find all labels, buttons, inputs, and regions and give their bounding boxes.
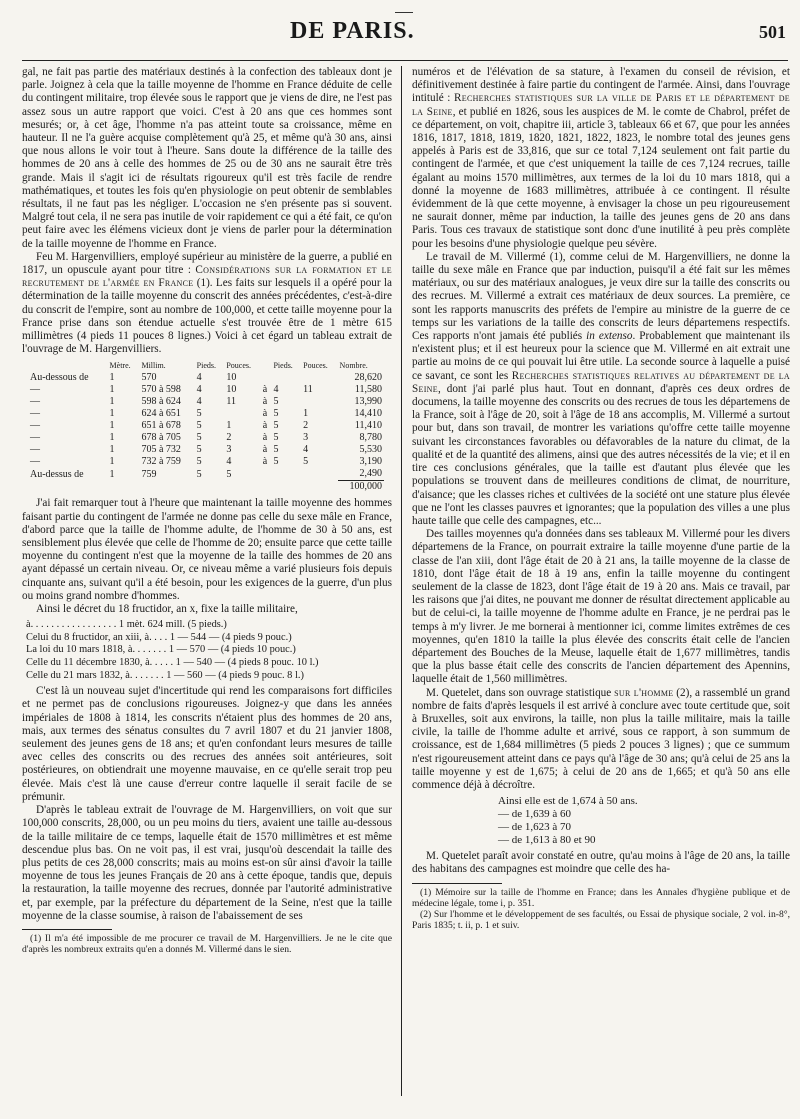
table-cell: 1	[109, 432, 115, 444]
decree-line: Celle du 11 décembre 1830, à. . . . . 1 — 540 — (4 pieds 8 pouc. 10 l.)	[26, 657, 319, 669]
footnote-rule	[22, 929, 112, 930]
average-line: — de 1,613 à 80 et 90	[498, 834, 596, 847]
table-cell: 705 à 732	[141, 444, 181, 456]
average-line: — de 1,623 à 70	[498, 821, 572, 834]
cited-title: Recherches statistiques relatives au département de la Seine	[412, 369, 790, 395]
table-cell: 570	[141, 372, 157, 384]
footnote: (1) Il m'a été impossible de me procurer ce travail de M. Hargenvilliers. Je ne le cite que d'après les nombreux extraits qu'en a donnés M. Villermé dans le sien.	[22, 932, 392, 956]
paragraph: gal, ne fait pas partie des matériaux destinés à la confection des tableaux dont je parle. Joignez à cela que la taille moyenne de l'homme en France déduite de celle du contingent militaire, trop élevée sous le rapport que je viens de dire, ne l'est pas assez sous un autre rapport que voici. C'est à 20 ans que ces hommes sont mesurés; or, à cet âge, l'homme n'a pas atteint toute sa croissance, même en hauteur. Il ne l'a guère acquise complètement qu'à 25, et même qu'à 30 ans, ainsi que nous allons le voir tout à l'heure. Sans doute la différence de la taille des hommes de 20 ans à celle des hommes de 25 ou de 30 ans ne saurait être très grande. Mais il s'agit ici de résultats rigoureux qu'il est très facile de rendre mathématiques, et toutes les fois qu'en physiologie on peut obtenir de semblables résultats, il ne faut pas les négliger. L'occasion ne s'en présente pas si souvent. Malgré tout cela, il ne sera pas inutile de voir rapidement ce qui a été fait, ce qu'on peut faire avec les élémens vicieux dont je viens de parler pour la détermination de la taille moyenne de l'homme en France.	[22, 66, 392, 250]
table-cell: à	[262, 456, 268, 468]
table-row	[28, 456, 384, 468]
table-cell: 1	[109, 396, 115, 408]
table-cell: 5	[273, 420, 279, 432]
page-number: 501	[759, 22, 786, 42]
column-divider	[401, 66, 402, 1096]
table-cell	[301, 396, 337, 408]
table-cell: à	[262, 408, 268, 420]
table-header: Pieds.	[273, 361, 293, 371]
header-rule	[22, 60, 788, 61]
table-cell	[271, 468, 301, 481]
page-header	[0, 12, 800, 52]
table-cell: 3	[226, 444, 232, 456]
table-cell: 10	[226, 384, 237, 396]
table-cell: à	[262, 444, 268, 456]
table-cell: à	[262, 384, 268, 396]
table-cell: 1	[303, 408, 309, 420]
paragraph: M. Quetelet paraît avoir constaté en outre, qu'au moins à l'âge de 20 ans, la taille des habitans des campagnes est moindre que celle des ha-	[412, 850, 790, 876]
paragraph: numéros et de l'élévation de sa stature, à l'examen du conseil de révision, et définitivement destinée à faire partie du contingent de l'armée. Ainsi, dans l'ouvrage intitulé : Recherches statistiques sur la ville de Paris et le département de la Seine, et publié en 1826, sous les auspices de M. le comte de Chabrol, préfet de ce département, on voit, chapitre iii, article 3, tableaux 66 et 67, que pour les années 1816, 1817, 1818, 1819, 1820, 1821, 1822, 1823, le nombre total des jeunes gens appelés à Paris est de 33,816, que sur ce total 7,124 seulement ont fait partie du contingent de l'armée, et que c'est uniquement la taille de ces 7,124 recrues, taille égalant au moins 1570 millimètres, aux termes de la loi du 10 mars 1818, qui a donné la moyenne de 1683 millimètres, attribuée à ce contingent. Il résulte évidemment de là que cette moyenne, à envisager la chose un peu rigoureusement ne saurait donner, même par induction, la taille des jeunes gens de 20 ans dans Paris. Tous ces travaux de statistique sont donc d'une inutilité à peu près complète pour les besoins d'une physiologie quelque peu sévère.	[412, 66, 790, 250]
table-cell	[301, 468, 337, 481]
paragraph: D'après le tableau extrait de l'ouvrage de M. Hargenvilliers, on voit que sur 100,000 conscrits, 28,000, ou un peu moins du tiers, avaient une taille au-dessous de la taille militaire de ce temps, laquelle était de 1570 millimètres et est même descendue plus bas. On ne voit pas, il est vrai, jusqu'où descendait la taille des plus petits de ces 28,000 conscrits; mais au moins est-on sûr ainsi d'avoir la taille moyenne de tous les jeunes Français de 20 ans à cette époque, tandis que, depuis la restauration, la taille moyenne des recrues, donnée par l'autorité administrative et, par exemple, par la préfecture du département de la Seine, n'est que la taille moyenne de la classe soumise, à raison de l'abaissement de ses	[22, 804, 392, 922]
table-cell: 5,530	[359, 444, 382, 456]
footnote-rule	[412, 883, 502, 884]
table-cell: 10	[226, 372, 237, 384]
decree-line: à. . . . . . . . . . . . . . . . . 1 mèt. 624 mill. (5 pieds.)	[26, 619, 227, 631]
table-cell: 1	[109, 384, 115, 396]
table-cell: 4	[226, 456, 232, 468]
table-cell: 651 à 678	[141, 420, 181, 432]
table-cell	[261, 468, 272, 481]
table-cell: 1	[109, 420, 115, 432]
table-header: Pouces.	[226, 361, 251, 371]
table-cell: 13,990	[354, 396, 382, 408]
table-cell: 5	[273, 396, 279, 408]
table-header: Millim.	[141, 361, 166, 371]
table-header: Pouces.	[303, 361, 328, 371]
table-cell: 4	[196, 384, 202, 396]
paragraph: Feu M. Hargenvilliers, employé supérieur au ministère de la guerre, a publié en 1817, un opuscule ayant pour titre : Considérations sur la formation et le recrutement de l'armée en France (1). Les faits sur lesquels il a opéré pour la détermination de la taille moyenne du conscrit des années précédentes, c'est-à-dire du conscrit de l'empire, sont au nombre de 100,000, et cette taille moyenne pour la France prise dans son étendue actuelle s'est trouvée être de 1 mètre 615 millimètres (4 pieds 11 pouces 8 lignes.) Voici à cet égard un tableau extrait de l'ouvrage de M. Hargenvilliers.	[22, 250, 392, 356]
table-cell: 5	[196, 420, 202, 432]
table-row	[28, 432, 384, 444]
height-table	[28, 360, 384, 493]
header-ornament	[395, 12, 413, 13]
table-row	[28, 468, 384, 481]
table-cell: —	[30, 396, 40, 408]
table-cell: 598 à 624	[141, 396, 181, 408]
decree-line: Celui du 8 fructidor, an xiii, à. . . . 1 — 544 — (4 pieds 9 pouc.)	[26, 631, 292, 643]
table-cell: 1	[109, 444, 115, 456]
table-cell: 5	[273, 432, 279, 444]
table-cell: —	[30, 420, 40, 432]
paragraph: Des tailles moyennes qu'a données dans ses tableaux M. Villermé pour les divers départemens de la France, on pourrait extraire la taille moyenne d'une partie de la classe de l'an xiii, dont l'âge était de 20 à 21 ans, la taille moyenne de la classe de 1810, dont l'âge était de 18 à 19 ans, enfin la taille moyenne du contingent seulement de la classe de 1823, dont l'âge était de 19 à 20 ans. Mais ce travail, par les raisons que j'ai dites, ne pouvant me donner de résultat directement applicable au but de celui-ci, la taille moyenne de l'homme adulte en France, je ne perdrai pas le temps à m'y livrer. Je me bornerai à mentionner ici, comme limites extrêmes de ces moyennes, qu'en 1810 la taille la plus élevée des conscrits était celle de l'ancien département des Bouches de la Meuse, laquelle était de 1,677 millimètres, tandis que la plus basse était celle des conscrits de l'ancien département des Apennins, laquelle était de 1,560 millimètres.	[412, 528, 790, 686]
table-cell: 570 à 598	[141, 384, 181, 396]
paragraph: J'ai fait remarquer tout à l'heure que maintenant la taille moyenne des hommes faisant partie du contingent de l'armée ne donne pas celle du sexe mâle en France, d'abord parce que la taille de l'homme adulte, de l'homme de 30 à 50 ans, est sensiblement plus élevée que celle de l'homme de 20; ensuite parce que cette taille moyenne du contingent n'est que la moyenne de la taille des hommes de 20 ans ayant dépassé un certain niveau. Or, ce niveau même a varié plusieurs fois depuis cinquante ans, suivant qu'il a été besoin, pour les exigences de la guerre, d'un plus ou moins grand nombre d'hommes.	[22, 497, 392, 602]
table-cell: 28,620	[354, 372, 382, 384]
table-cell	[261, 372, 272, 384]
table-cell: 5	[196, 468, 202, 480]
table-cell: 2,490	[359, 468, 382, 480]
footnote: (2) Sur l'homme et le développement de ses facultés, ou Essai de physique sociale, 2 vol. in-8°, Paris 1835; t. ii, p. 1 et suiv.	[412, 908, 790, 932]
cited-title: sur l'homme	[614, 686, 674, 699]
table-cell: à	[262, 432, 268, 444]
table-cell: 8,780	[359, 432, 382, 444]
decree-list	[26, 619, 392, 682]
table-cell: 11,580	[354, 384, 382, 396]
table-cell: 4	[303, 444, 309, 456]
table-cell: 5	[273, 408, 279, 420]
table-header	[261, 360, 272, 372]
table-cell: 5	[273, 444, 279, 456]
table-row	[28, 444, 384, 456]
table-header: Nombre.	[339, 361, 368, 371]
table-cell: 1	[109, 372, 115, 384]
table-cell: —	[30, 408, 40, 420]
table-cell: 5	[196, 444, 202, 456]
table-cell: 11,410	[354, 420, 382, 432]
left-column	[22, 66, 392, 955]
average-line: — de 1,639 à 60	[498, 808, 572, 821]
table-cell: 5	[273, 456, 279, 468]
paragraph: M. Quetelet, dans son ouvrage statistique sur l'homme (2), a rassemblé un grand nombre de faits d'après lesquels il est arrivé à conclure avec toute certitude que, soit à Bruxelles, soit aux environs, la taille, non plus la taille militaire, mais la taille civile, la taille de l'homme adulte et arrivé, sous ce rapport, à son summum de croissance, est de 1,684 millimètres (5 pieds 2 pouces 3 lignes) ; que ce summum n'est rigoureusement atteint dans ce pays qu'à l'âge de 30 ans; qu'à celui de 25 ans la taille moyenne y est de 1,675; à celui de 20 ans de 1,665; et qu'à 50 ans elle commence déjà à décroître.	[412, 686, 791, 791]
table-cell: 5	[196, 456, 202, 468]
table-cell: 14,410	[354, 408, 382, 420]
table-cell: 5	[196, 408, 202, 420]
table-header	[28, 360, 108, 372]
table-cell: —	[30, 384, 40, 396]
table-cell: 2	[226, 432, 232, 444]
table-cell: 4	[196, 372, 202, 384]
table-cell: 5	[303, 456, 309, 468]
table-cell: 5	[196, 432, 202, 444]
table-total-row	[28, 481, 384, 494]
table-cell: 678 à 705	[141, 432, 181, 444]
table-cell: 1	[109, 408, 115, 420]
table-row	[28, 408, 384, 420]
table-cell: 2	[303, 420, 309, 432]
table-cell	[224, 408, 260, 420]
table-cell: —	[30, 432, 40, 444]
table-cell: à	[262, 420, 268, 432]
table-row	[28, 396, 384, 408]
paragraph: Le travail de M. Villermé (1), comme celui de M. Hargenvilliers, ne donne la taille du sexe mâle en France que par induction, puisqu'il a été fait sur les mêmes matériaux, ou sur des matériaux analogues, je veux dire sur la taille des conscrits ou des recrues. M. Villermé a extrait ces matériaux de deux sources. La première, ce sont les rapports manuscrits des préfets de l'empire au ministre de la guerre de ce temps sur les variations de la taille des conscrits de leurs départemens respectifs. Ces rapports n'ont jamais été publiés in extenso. Probablement que maintenant ils n'existent plus; et il est heureux pour la science que M. Villermé en ait extrait une partie au moins de ce qui pouvait lui être utile. La seconde source à laquelle a puisé ce savant, ce sont les Recherches statistiques relatives au département de la Seine, dont j'ai parlé plus haut. Tout en donnant, d'après ces deux ordres de documens, la taille moyenne des conscrits ou des recrues de tous les départemens de la France, soit à l'âge de 20, soit à l'âge de 18 ans accomplis, M. Villermé a surtout pour but, dans son travail, de montrer les variations qu'offre cette taille moyenne suivant les circonstances favorables ou défavorables de la nature du climat, de la qualité et de la quantité des alimens, ainsi que des autres nécessités de la vie; et il en tire ces conclusions générales, que la taille est d'autant plus élevée que les populations se trouvent dans de meilleures conditions de climat, de nourriture, d'aisance; que les classes riches et cultivées de la société ont une stature plus élevée que ne l'ont les classes pauvres et ignorantes; que la population des villes a une plus haute taille que celle des campagnes, etc...	[412, 250, 791, 527]
table-header: Pieds.	[196, 361, 216, 371]
decree-line: Celle du 21 mars 1832, à. . . . . . . 1 — 560 — (4 pieds 9 pouc. 8 l.)	[26, 669, 304, 681]
table-header: Mètre.	[109, 361, 131, 371]
table-cell: Au-dessous de	[30, 372, 89, 384]
right-column	[412, 66, 790, 931]
paragraph: Ainsi le décret du 18 fructidor, an x, fixe la taille militaire,	[36, 603, 298, 616]
footnote: (1) Mémoire sur la taille de l'homme en France; dans les Annales d'hygiène publique et de médecine légale, tome i, p. 351.	[412, 886, 790, 909]
average-line: Ainsi elle est de 1,674 à 50 ans.	[498, 795, 638, 808]
table-cell: 1	[226, 420, 232, 432]
table-cell: 5	[226, 468, 232, 480]
table-row	[28, 420, 384, 432]
running-title: DE PARIS.	[290, 18, 415, 44]
table-cell: 3	[303, 432, 309, 444]
table-row	[28, 372, 384, 384]
table-cell: —	[30, 444, 40, 456]
table-cell: 759	[141, 468, 157, 480]
table-cell: Au-dessus de	[30, 468, 84, 480]
table-cell: à	[262, 396, 268, 408]
cited-title: Recherches statistiques sur la ville de Paris et le département de la Seine	[412, 92, 790, 118]
table-row	[28, 384, 384, 396]
table-cell	[301, 372, 337, 384]
table-cell: 1	[109, 456, 115, 468]
table-cell	[271, 372, 301, 384]
paragraph: C'est là un nouveau sujet d'incertitude qui rend les comparaisons fort difficiles et ne permet pas de conclusions rigoureuses. Joignez-y que dans les années impériales de 1808 à 1814, les conscrits n'étaient plus des hommes de 20 ans, mais, aux termes des sénatus consultes du 7 avril 1807 et du 21 janvier 1808, seulement des jeunes gens de 18 ans; et qu'en confondant leurs mesures de taille avec celles des conscrits ou des recrues des années soit antérieures, soit postérieures, on obtiendrait une moyenne mauvaise, en ce qu'elle serait trop peu élevée. Mais c'est là une cause d'erreur contre laquelle il serait facile de se prémunir.	[22, 685, 392, 803]
table-cell: 3,190	[359, 456, 382, 468]
decree-line: La loi du 10 mars 1818, à. . . . . . . 1 — 570 — (4 pieds 10 pouc.)	[26, 644, 296, 656]
table-cell: 11	[226, 396, 236, 408]
table-cell: 732 à 759	[141, 456, 181, 468]
table-cell: 11	[303, 384, 313, 396]
table-cell: 1	[109, 468, 115, 480]
table-cell: 4	[196, 396, 202, 408]
table-cell: 624 à 651	[141, 408, 181, 420]
cited-title: Considérations sur la formation et le recrutement de l'armée en France	[22, 264, 392, 290]
averages-list	[498, 795, 790, 847]
table-cell: —	[30, 456, 40, 468]
italic-term: in extenso	[586, 330, 633, 343]
table-cell: 4	[273, 384, 279, 396]
table-total: 100,000	[338, 481, 384, 494]
